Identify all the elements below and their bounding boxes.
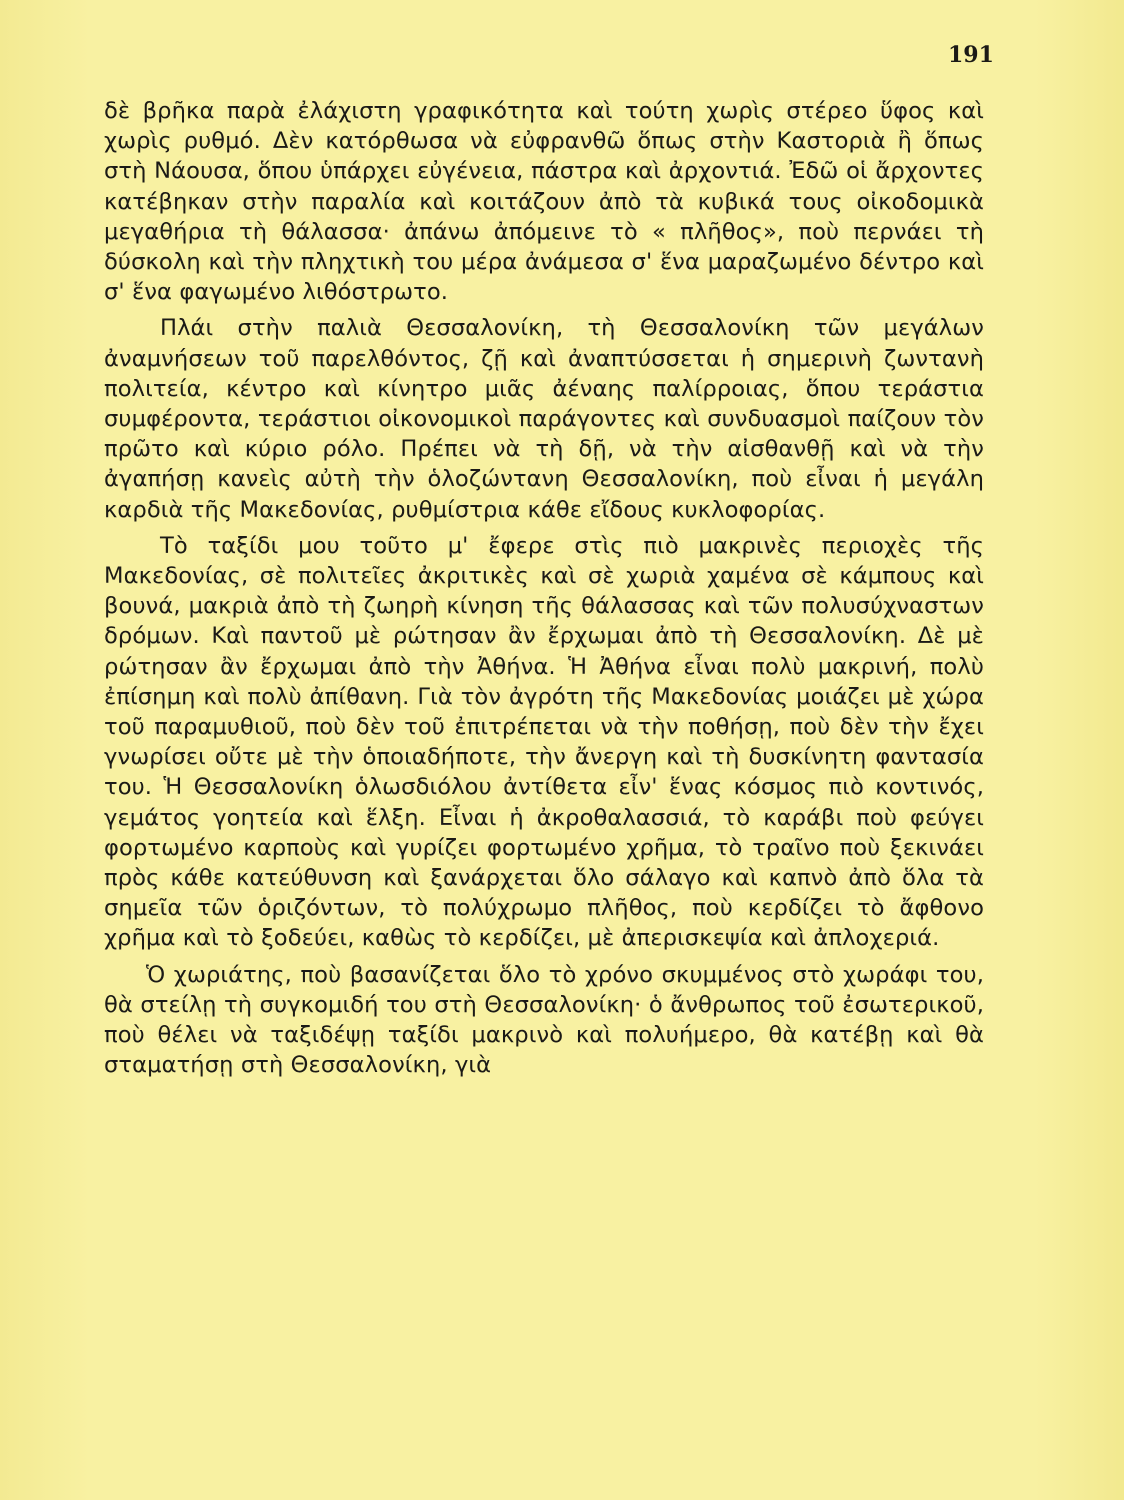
paragraph-1: δὲ βρῆκα παρὰ ἐλάχιστη γραφικότητα καὶ τούτη χωρὶς στέρεο ὕφος καὶ χωρὶς ρυθμό. Δὲν κατόρθωσα νὰ εὐφρανθῶ ὅπως στὴν Καστοριὰ ἢ ὅπως στὴ Νάουσα, ὅπου ὑπάρχει εὐγένεια, πάστρα καὶ ἀρχοντιά. Ἐδῶ οἱ ἄρχοντες κατέβηκαν στὴν παραλία καὶ κοιτάζουν ἀπὸ τὰ κυβικά τους οἰκοδομικὰ μεγαθήρια τὴ θάλασσα· ἀπάνω ἀπόμεινε τὸ « πλῆθος», ποὺ περνάει τὴ δύσκολη καὶ τὴν πληχτικὴ του μέρα ἀνάμεσα σ' ἕνα μαραζωμένο δέντρο καὶ σ' ἕνα φαγωμένο λιθόστρωτο.: [104, 98, 984, 306]
body-text: [104, 96, 984, 1087]
paragraph-3: Τὸ ταξίδι μου τοῦτο μ' ἔφερε στὶς πιὸ μακρινὲς περιοχὲς τῆς Μακεδονίας, σὲ πολιτεῖες ἀκριτικὲς καὶ σὲ χωριὰ χαμένα σὲ κάμπους καὶ βουνά, μακριὰ ἀπὸ τὴ ζωηρὴ κίνηση τῆς θάλασσας καὶ τῶν πολυσύχναστων δρόμων. Καὶ παντοῦ μὲ ρώτησαν ἂν ἔρχωμαι ἀπὸ τὴ Θεσσαλονίκη. Δὲ μὲ ρώτησαν ἂν ἔρχωμαι ἀπὸ τὴν Ἀθήνα. Ἡ Ἀθήνα εἶναι πολὺ μακρινή, πολὺ ἐπίσημη καὶ πολὺ ἀπίθανη. Γιὰ τὸν ἀγρότη τῆς Μακεδονίας μοιάζει μὲ χώρα τοῦ παραμυθιοῦ, ποὺ δὲν τοῦ ἐπιτρέπεται νὰ τὴν ποθήσῃ, ποὺ δὲν τὴν ἔχει γνωρίσει οὔτε μὲ τὴν ὁποιαδήποτε, τὴν ἄνεργη καὶ τὴ δυσκίνητη φαντασία του. Ἡ Θεσσαλονίκη ὁλωσδιόλου ἀντίθετα εἶν' ἕνας κόσμος πιὸ κοντινός, γεμάτος γοητεία καὶ ἕλξη. Εἶναι ἡ ἀκροθαλασσιά, τὸ καράβι ποὺ φεύγει φορτωμένο καρποὺς καὶ γυρίζει φορτωμένο χρῆμα, τὸ τραῖνο ποὺ ξεκινάει πρὸς κάθε κατεύθυνση καὶ ξανάρχεται ὅλο σάλαγο καὶ καπνὸ ἀπὸ ὅλα τὰ σημεῖα τῶν ὁριζόντων, τὸ πολύχρωμο πλῆθος, ποὺ κερδίζει τὸ ἄφθονο χρῆμα καὶ τὸ ξοδεύει, καθὼς τὸ κερδίζει, μὲ ἀπερισκεψία καὶ ἀπλοχεριά.: [104, 532, 984, 952]
page-number: 191: [948, 42, 994, 68]
paragraph-4: Ὁ χωριάτης, ποὺ βασανίζεται ὅλο τὸ χρόνο σκυμμένος στὸ χωράφι του, θὰ στείλῃ τὴ συγκομιδή του στὴ Θεσσαλονίκη· ὁ ἄνθρωπος τοῦ ἐσωτερικοῦ, ποὺ θέλει νὰ ταξιδέψῃ ταξίδι μακρινὸ καὶ πολυήμερο, θὰ κατέβῃ καὶ θὰ σταματήσῃ στὴ Θεσσαλονίκη, γιὰ: [104, 961, 984, 1079]
paragraph-2: Πλάι στὴν παλιὰ Θεσσαλονίκη, τὴ Θεσσαλονίκη τῶν μεγάλων ἀναμνήσεων τοῦ παρελθόντος, ζῇ καὶ ἀναπτύσσεται ἡ σημερινὴ ζωντανὴ πολιτεία, κέντρο καὶ κίνητρο μιᾶς ἀέναης παλίρροιας, ὅπου τεράστια συμφέροντα, τεράστιοι οἰκονομικοὶ παράγοντες καὶ συνδυασμοὶ παίζουν τὸν πρῶτο καὶ κύριο ρόλο. Πρέπει νὰ τὴ δῇ, νὰ τὴν αἰσθανθῇ καὶ νὰ τὴν ἀγαπήσῃ κανεὶς αὐτὴ τὴν ὁλοζώντανη Θεσσαλονίκη, ποὺ εἶναι ἡ μεγάλη καρδιὰ τῆς Μακεδονίας, ρυθμίστρια κάθε εἴδους κυκλοφορίας.: [104, 315, 984, 523]
